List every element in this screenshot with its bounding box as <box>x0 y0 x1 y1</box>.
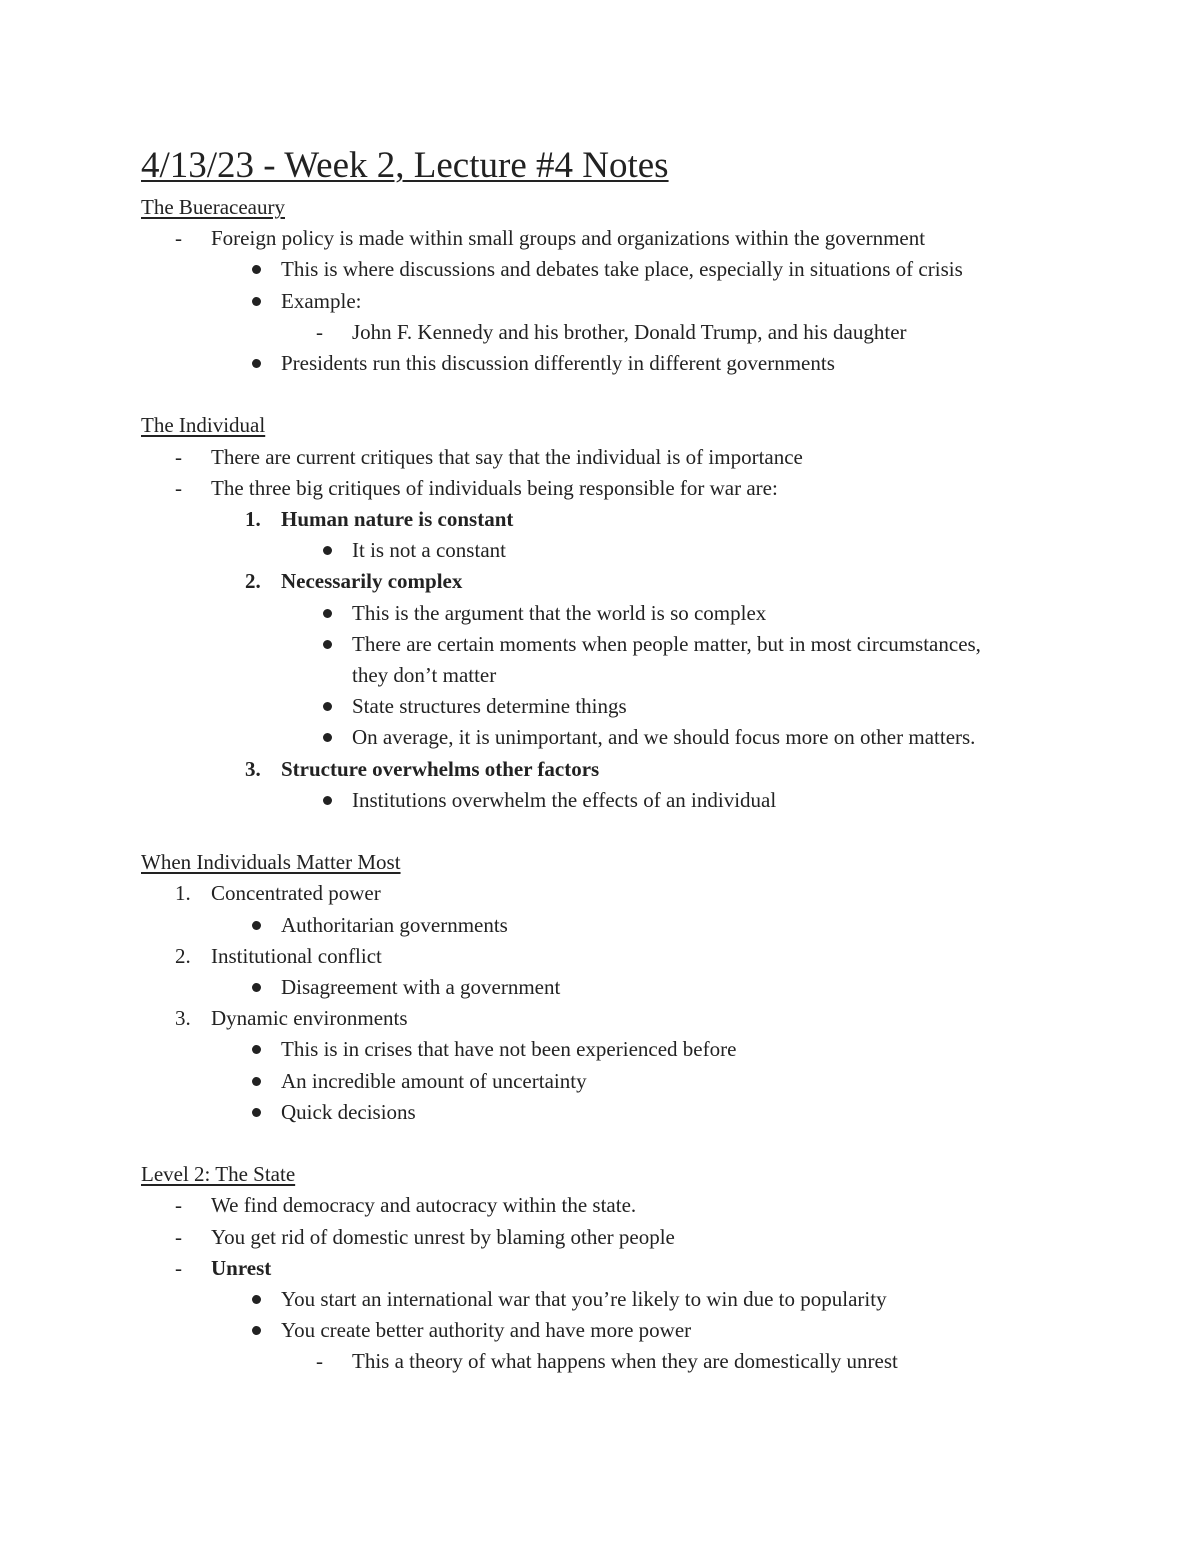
numbered-item <box>141 504 1081 535</box>
list-item-text: We find democracy and autocracy within the state. <box>211 1193 637 1218</box>
list-item-text: Institutions overwhelm the effects of an individual <box>352 787 777 812</box>
list-item-continuation <box>141 660 1081 691</box>
section-spacer <box>141 379 1081 410</box>
numbered-item-title: Necessarily complex <box>281 569 463 594</box>
list-item <box>141 1284 1081 1315</box>
list-item-text: Foreign policy is made within small groups and organizations within the government <box>211 226 926 251</box>
numbered-item <box>141 754 1081 785</box>
number-marker: 2. <box>245 569 261 594</box>
bullet-icon <box>252 921 261 930</box>
list-item-text: An incredible amount of uncertainty <box>281 1068 587 1093</box>
list-item <box>141 223 1081 254</box>
list-item-text: Unrest <box>211 1255 272 1280</box>
list-item-text: You get rid of domestic unrest by blaming other people <box>211 1224 675 1249</box>
number-marker: 2. <box>175 943 191 968</box>
list-item <box>141 317 1081 348</box>
bullet-icon <box>252 983 261 992</box>
bullet-icon <box>252 1108 261 1117</box>
list-item <box>141 598 1081 629</box>
numbered-item-title: Institutional conflict <box>211 943 382 968</box>
list-item-text: State structures determine things <box>352 694 627 719</box>
section-heading-state: Level 2: The State <box>141 1162 296 1187</box>
dash-marker: - <box>175 1193 182 1218</box>
list-item <box>141 1190 1081 1221</box>
list-item <box>141 1222 1081 1253</box>
list-item <box>141 1315 1081 1346</box>
list-item <box>141 535 1081 566</box>
dash-marker: - <box>175 444 182 469</box>
bullet-icon <box>252 1326 261 1335</box>
numbered-item <box>141 566 1081 597</box>
bullet-icon <box>323 796 332 805</box>
list-item <box>141 286 1081 317</box>
list-item <box>141 1097 1081 1128</box>
list-item <box>141 473 1081 504</box>
dash-marker: - <box>175 1224 182 1249</box>
list-item-text: On average, it is unimportant, and we should focus more on other matters. <box>352 725 976 750</box>
list-item-text: This is where discussions and debates take place, especially in situations of crisis <box>281 257 963 282</box>
list-item <box>141 972 1081 1003</box>
list-item <box>141 691 1081 722</box>
numbered-item-title: Dynamic environments <box>211 1006 408 1031</box>
number-marker: 1. <box>245 507 261 532</box>
bullet-icon <box>323 702 332 711</box>
list-item <box>141 1066 1081 1097</box>
numbered-item-title: Human nature is constant <box>281 507 514 532</box>
list-item <box>141 442 1081 473</box>
list-item <box>141 722 1081 753</box>
page-title: 4/13/23 - Week 2, Lecture #4 Notes <box>141 145 669 186</box>
list-item-text: Quick decisions <box>281 1099 416 1124</box>
numbered-item-title: Concentrated power <box>211 881 381 906</box>
list-item-text: Presidents run this discussion differently in different governments <box>281 351 835 376</box>
dash-marker: - <box>316 319 323 344</box>
list-item-text: This is in crises that have not been experienced before <box>281 1037 737 1062</box>
bullet-icon <box>252 297 261 306</box>
numbered-item <box>141 1003 1081 1034</box>
list-item-text: This a theory of what happens when they are domestically unrest <box>352 1349 898 1374</box>
list-item-text: It is not a constant <box>352 538 506 563</box>
list-item <box>141 348 1081 379</box>
bullet-icon <box>323 640 332 649</box>
list-item-text: Example: <box>281 288 362 313</box>
bullet-icon <box>252 265 261 274</box>
list-item-text: There are certain moments when people matter, but in most circumstances, <box>352 631 981 656</box>
numbered-item-title: Structure overwhelms other factors <box>281 756 600 781</box>
list-item <box>141 254 1081 285</box>
number-marker: 1. <box>175 881 191 906</box>
bullet-icon <box>252 359 261 368</box>
list-item-text: Disagreement with a government <box>281 975 561 1000</box>
section-spacer <box>141 1128 1081 1159</box>
number-marker: 3. <box>245 756 261 781</box>
bullet-icon <box>323 609 332 618</box>
list-item <box>141 910 1081 941</box>
numbered-item <box>141 941 1081 972</box>
section-heading-when-matter: When Individuals Matter Most <box>141 850 401 875</box>
bullet-icon <box>323 733 332 742</box>
list-item-text: The three big critiques of individuals being responsible for war are: <box>211 475 778 500</box>
bullet-icon <box>252 1295 261 1304</box>
list-item-text: There are current critiques that say that the individual is of importance <box>211 444 803 469</box>
number-marker: 3. <box>175 1006 191 1031</box>
list-item-text: You start an international war that you’re likely to win due to popularity <box>281 1287 887 1312</box>
list-item-text: they don’t matter <box>352 663 497 688</box>
dash-marker: - <box>175 1255 182 1280</box>
dash-marker: - <box>175 475 182 500</box>
list-item <box>141 785 1081 816</box>
numbered-item <box>141 878 1081 909</box>
bullet-icon <box>252 1045 261 1054</box>
list-item <box>141 1253 1081 1284</box>
list-item-text: Authoritarian governments <box>281 912 508 937</box>
section-spacer <box>141 816 1081 847</box>
list-item-text: This is the argument that the world is so complex <box>352 600 767 625</box>
document-page <box>141 140 1081 1378</box>
section-heading-individual: The Individual <box>141 413 266 438</box>
list-item-text: You create better authority and have more power <box>281 1318 692 1343</box>
dash-marker: - <box>175 226 182 251</box>
list-item <box>141 629 1081 660</box>
section-heading-bureaucracy: The Bueraceaury <box>141 195 285 219</box>
dash-marker: - <box>316 1349 323 1374</box>
bullet-icon <box>252 1077 261 1086</box>
list-item <box>141 1346 1081 1377</box>
list-item-text: John F. Kennedy and his brother, Donald Trump, and his daughter <box>352 319 907 344</box>
bullet-icon <box>323 546 332 555</box>
list-item <box>141 1034 1081 1065</box>
